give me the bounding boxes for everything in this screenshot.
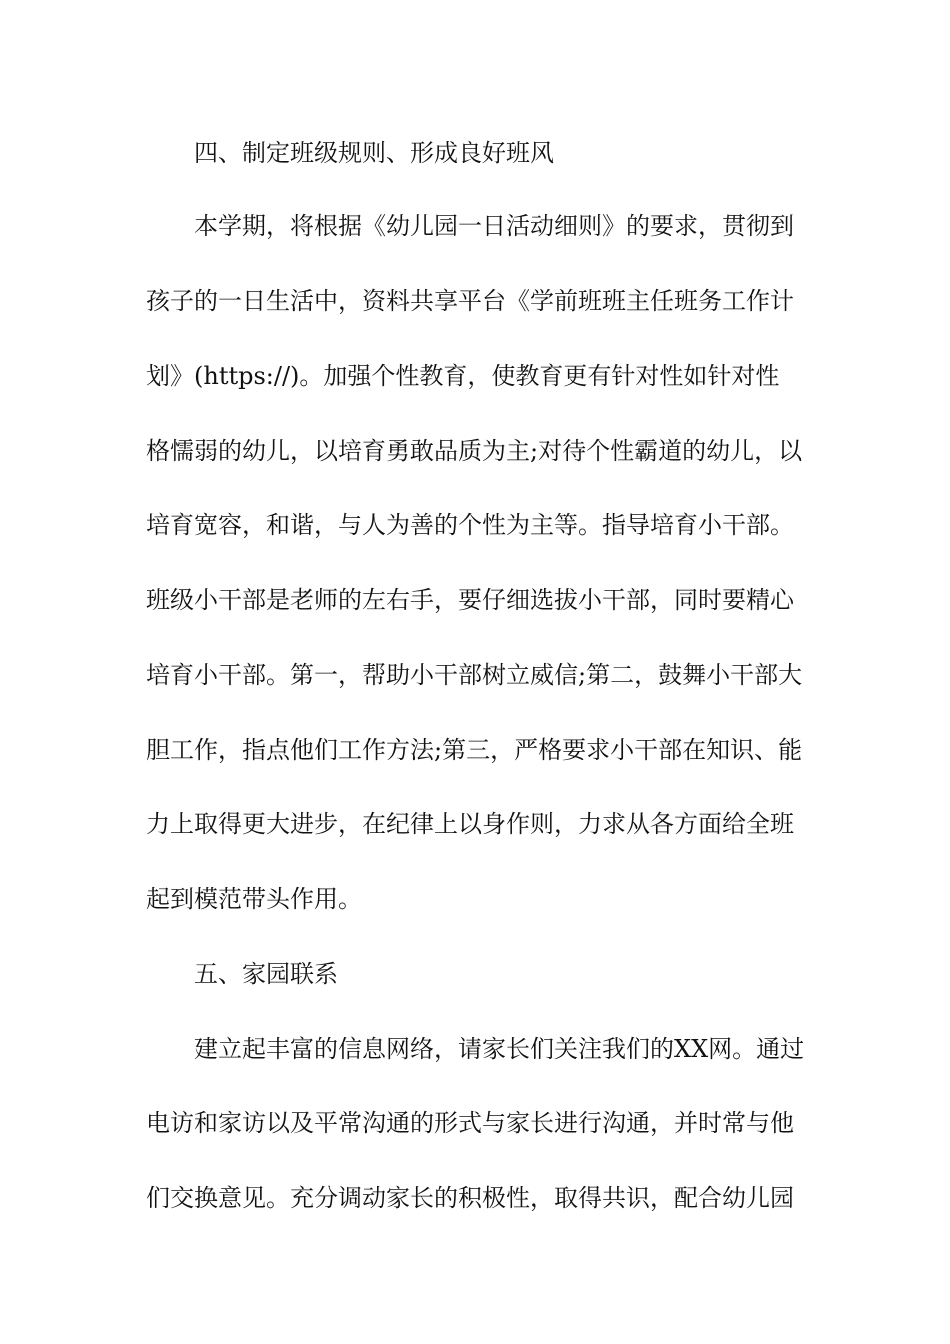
paragraph-line: 培育小干部。第一，帮助小干部树立威信;第二，鼓舞小干部大 xyxy=(146,661,803,689)
paragraph-line: 建立起丰富的信息网络，请家长们关注我们的XX网。通过 xyxy=(194,1035,805,1063)
section-heading-5: 五、家园联系 xyxy=(194,960,338,988)
paragraph-line: 培育宽容，和谐，与人为善的个性为主等。指导培育小干部。 xyxy=(146,511,794,539)
paragraph-line: 们交换意见。充分调动家长的积极性，取得共识，配合幼儿园 xyxy=(146,1184,794,1212)
paragraph-line: 格懦弱的幼儿，以培育勇敢品质为主;对待个性霸道的幼儿，以 xyxy=(146,437,803,465)
paragraph-line: 划》(https://)。加强个性教育，使教育更有针对性如针对性 xyxy=(146,362,780,390)
section-heading-4: 四、制定班级规则、形成良好班风 xyxy=(194,139,554,167)
paragraph-line: 孩子的一日生活中，资料共享平台《学前班班主任班务工作计 xyxy=(146,287,794,315)
paragraph-line: 力上取得更大进步，在纪律上以身作则，力求从各方面给全班 xyxy=(146,810,794,838)
paragraph-line: 电访和家访以及平常沟通的形式与家长进行沟通，并时常与他 xyxy=(146,1109,794,1137)
paragraph-line: 班级小干部是老师的左右手，要仔细选拔小干部，同时要精心 xyxy=(146,586,794,614)
paragraph-line: 起到模范带头作用。 xyxy=(146,885,362,913)
paragraph-line: 胆工作，指点他们工作方法;第三，严格要求小干部在知识、能 xyxy=(146,736,803,764)
paragraph-line: 本学期，将根据《幼儿园一日活动细则》的要求，贯彻到 xyxy=(194,212,794,240)
